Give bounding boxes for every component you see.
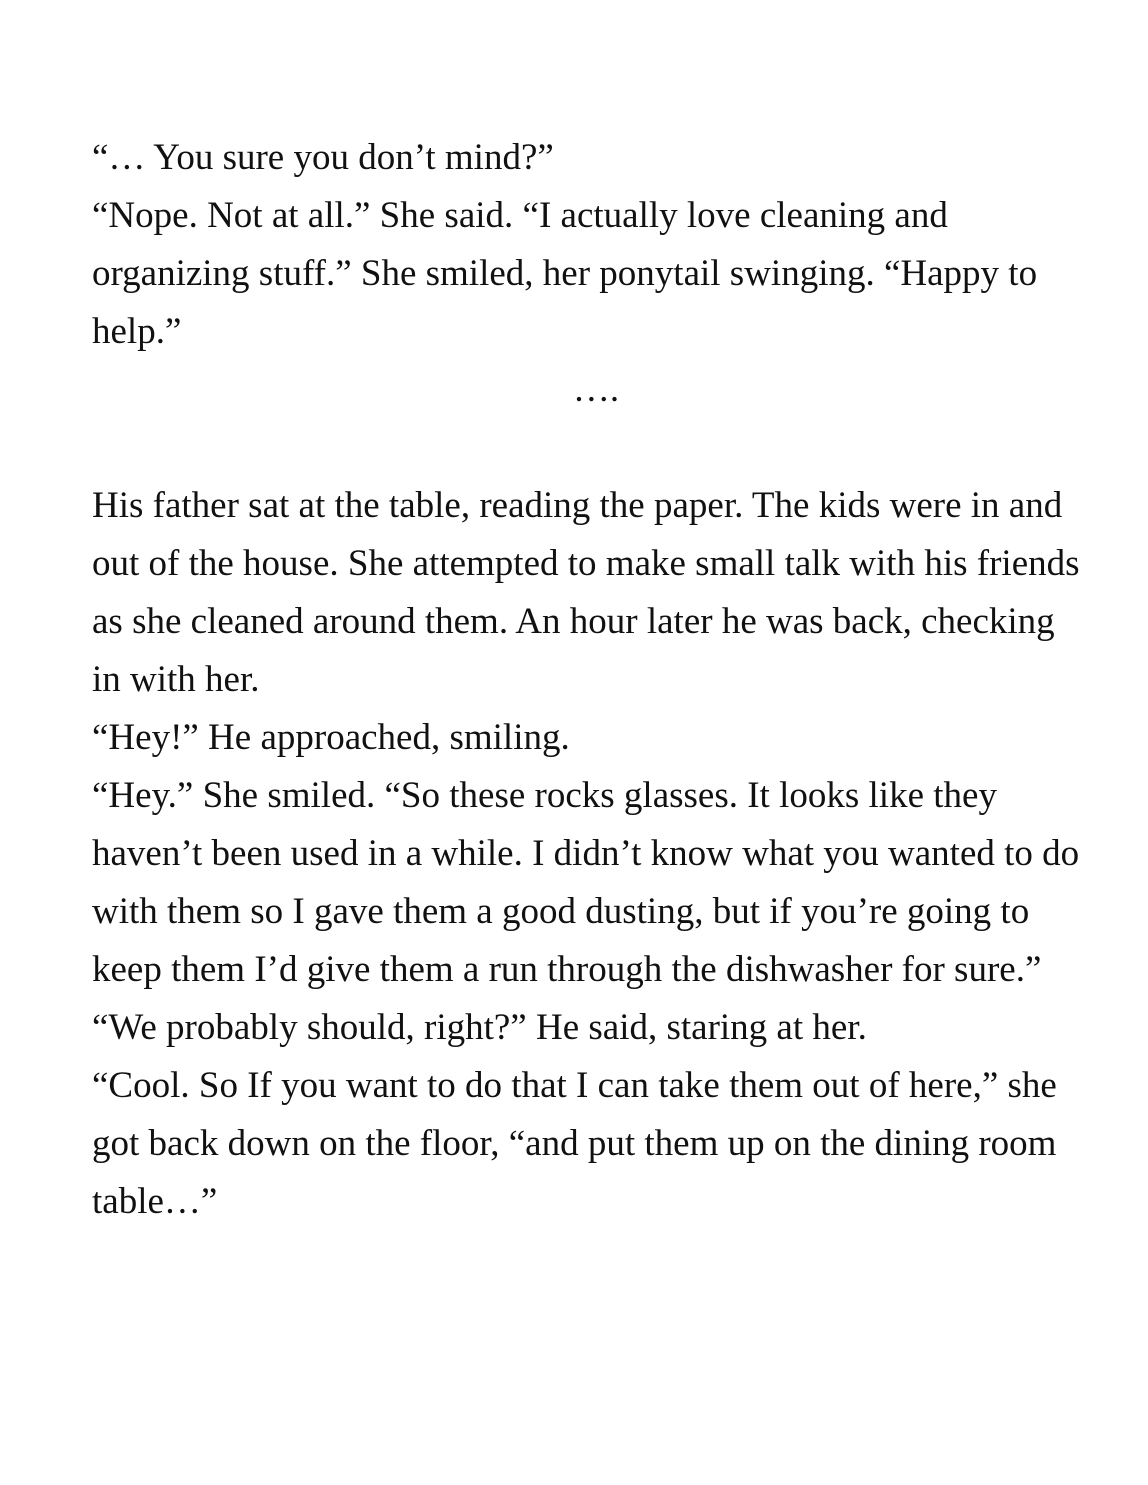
paragraph: “We probably should, right?” He said, staring at her. [92,1007,867,1048]
paragraph: “Hey.” She smiled. “So these rocks glasses. It looks like they haven’t been used in a while. I didn’t know what you wanted to do with them so I gave them a good dusting, but if you’re going to keep them I’d give them a run through the dishwasher for sure.” [92,775,1080,990]
document-page [92,129,1092,1231]
paragraph: “Cool. So If you want to do that I can take them out of here,” she got back down on the floor, “and put them up on the dining room table…” [92,1065,1057,1222]
paragraph: “… You sure you don’t mind?” [92,137,554,178]
paragraph: “Nope. Not at all.” She said. “I actually love cleaning and organizing stuff.” She smiled, her ponytail swinging. “Happy to help.” [92,195,1038,352]
paragraph: His father sat at the table, reading the paper. The kids were in and out of the house. She attempted to make small talk with his friends as she cleaned around them. An hour later he was back, checking in with her. [92,485,1080,700]
section-separator: …. [572,369,620,410]
paragraph: “Hey!” He approached, smiling. [92,717,570,758]
